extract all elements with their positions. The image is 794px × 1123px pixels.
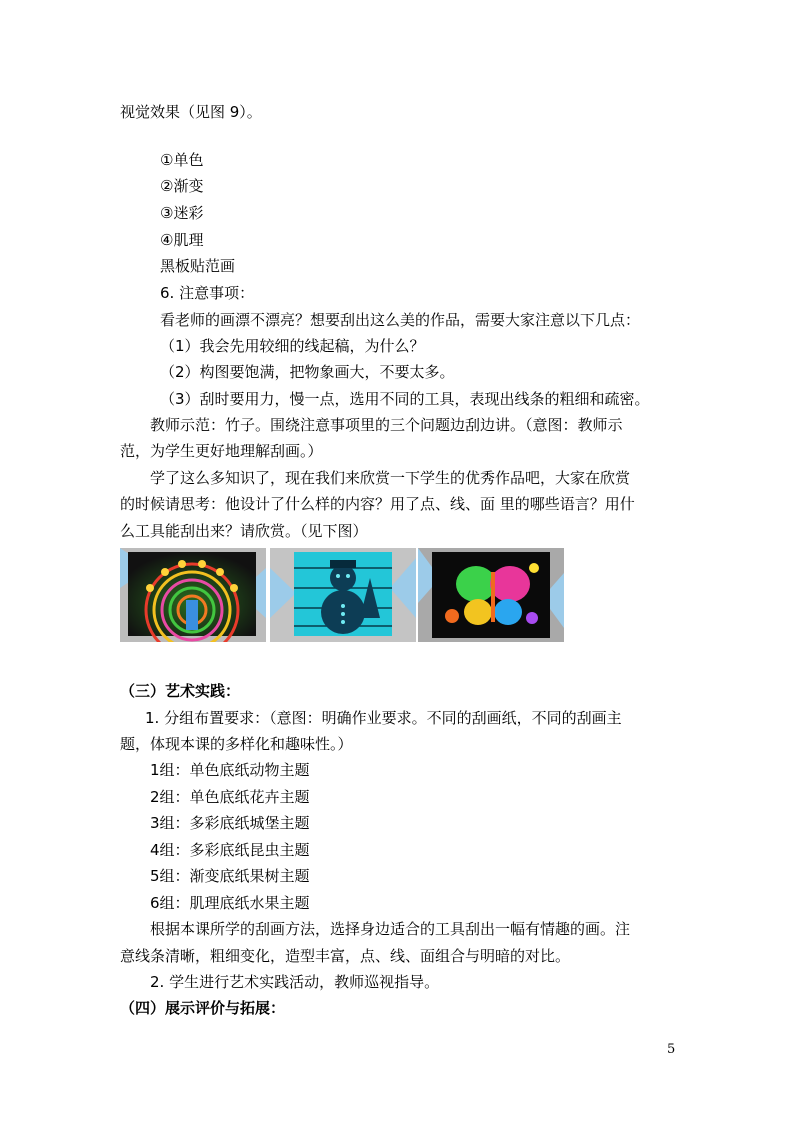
section-heading: （四）展示评价与拓展：	[120, 999, 286, 1017]
list-item: ③迷彩	[160, 204, 204, 222]
list-item: ①单色	[160, 151, 204, 169]
text-line: 教师示范：竹子。围绕注意事项里的三个问题边刮边讲。（意图：教师示	[150, 416, 623, 434]
snowman-artwork-image	[270, 548, 416, 642]
text-line: 根据本课所学的刮画方法，选择身边适合的工具刮出一幅有情趣的画。注	[150, 920, 631, 938]
peacock-artwork-image	[120, 548, 266, 642]
list-item: ②渐变	[160, 177, 204, 195]
text-line: 看老师的画漂不漂亮？想要刮出这么美的作品，需要大家注意以下几点：	[160, 311, 641, 329]
butterfly-artwork-image	[418, 548, 564, 642]
text-line: 范，为学生更好地理解刮画。）	[120, 442, 323, 460]
text-line: 题，体现本课的多样化和趣味性。）	[120, 735, 353, 753]
list-item: 2. 学生进行艺术实践活动，教师巡视指导。	[150, 973, 440, 991]
list-item: 1组：单色底纸动物主题	[150, 761, 310, 779]
page-number: 5	[667, 1042, 676, 1057]
list-item: 2组：单色底纸花卉主题	[150, 788, 310, 806]
text-line: 视觉效果（见图 9）。	[120, 103, 262, 121]
list-item: 6组：肌理底纸水果主题	[150, 894, 310, 912]
text-line: 么工具能刮出来？请欣赏。（见下图）	[120, 522, 368, 540]
section-heading: 6. 注意事项：	[160, 284, 255, 302]
text-line: 黑板贴范画	[160, 257, 236, 275]
text-line: 意线条清晰，粗细变化，造型丰富，点、线、面组合与明暗的对比。	[120, 947, 571, 965]
list-item: （3）刮时要用力，慢一点，选用不同的工具，表现出线条的粗细和疏密。	[160, 390, 650, 408]
section-heading: （三）艺术实践：	[120, 682, 241, 700]
student-artwork-gallery	[120, 548, 564, 642]
list-item: ④肌理	[160, 231, 204, 249]
text-line: 的时候请思考：他设计了什么样的内容？用了点、线、面 里的哪些语言？用什	[120, 495, 635, 513]
list-item: 3组：多彩底纸城堡主题	[150, 814, 310, 832]
text-line: 学了这么多知识了，现在我们来欣赏一下学生的优秀作品吧，大家在欣赏	[150, 469, 631, 487]
list-item: 1. 分组布置要求：（意图：明确作业要求。不同的刮画纸，不同的刮画主	[145, 709, 622, 727]
list-item: （1）我会先用较细的线起稿，为什么？	[160, 337, 425, 355]
list-item: 5组：渐变底纸果树主题	[150, 867, 310, 885]
list-item: （2）构图要饱满，把物象画大，不要太多。	[160, 363, 455, 381]
list-item: 4组：多彩底纸昆虫主题	[150, 841, 310, 859]
